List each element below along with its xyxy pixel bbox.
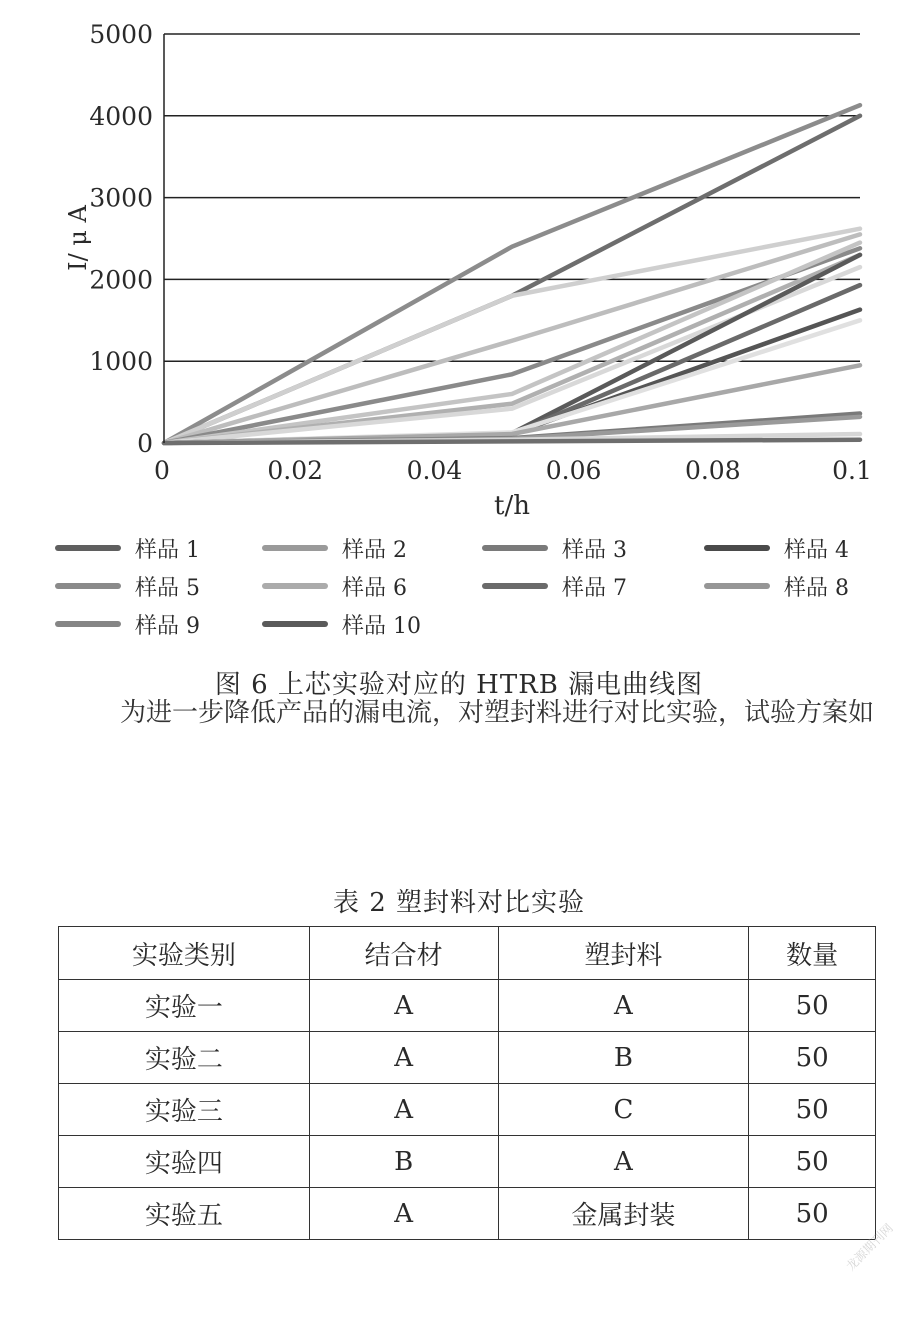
legend-label: 样品 6 xyxy=(342,575,407,601)
table-cell: A xyxy=(309,1084,498,1136)
legend-item xyxy=(704,573,894,599)
legend-item xyxy=(55,611,262,637)
table-cell: A xyxy=(309,1032,498,1084)
y-tick-label: 4000 xyxy=(89,101,153,131)
table-cell: A xyxy=(309,980,498,1032)
table-row xyxy=(59,980,876,1032)
watermark-text: 龙源期刊网 xyxy=(843,1220,896,1274)
legend-item xyxy=(482,535,704,561)
table-cell: 实验二 xyxy=(59,1032,310,1084)
x-tick-label: 0.1 xyxy=(832,456,872,485)
table-cell: 50 xyxy=(749,1084,876,1136)
table-cell: B xyxy=(498,1032,749,1084)
table-row xyxy=(59,1032,876,1084)
legend-swatch xyxy=(55,621,121,627)
legend-label: 样品 5 xyxy=(135,575,200,601)
series-line-4 xyxy=(164,234,860,443)
figure-caption: 图 6 上芯实验对应的 HTRB 漏电曲线图 xyxy=(214,670,704,700)
chart-series-lines xyxy=(164,105,860,443)
y-tick-label: 1000 xyxy=(89,347,153,377)
table-cell: 50 xyxy=(749,1032,876,1084)
legend-swatch xyxy=(482,583,548,589)
legend-label: 样品 9 xyxy=(135,613,200,639)
legend-label: 样品 4 xyxy=(784,537,849,563)
chart-tick-labels xyxy=(89,20,872,485)
legend-label: 样品 1 xyxy=(135,537,200,563)
y-tick-label: 3000 xyxy=(89,183,153,213)
table-row xyxy=(59,1084,876,1136)
x-tick-label: 0.08 xyxy=(684,456,741,485)
legend-label: 样品 7 xyxy=(562,575,627,601)
legend-swatch xyxy=(55,545,121,551)
table-cell: 50 xyxy=(749,1136,876,1188)
table-cell: 50 xyxy=(749,1188,876,1240)
legend-swatch xyxy=(262,583,328,589)
table-header-cell: 实验类别 xyxy=(59,927,310,980)
legend-swatch xyxy=(704,545,770,551)
comparison-table xyxy=(58,926,876,1240)
chart-gridlines xyxy=(164,34,860,361)
y-tick-label: 2000 xyxy=(89,265,153,295)
table-cell: C xyxy=(498,1084,749,1136)
legend-label: 样品 2 xyxy=(342,537,407,563)
table-header-cell: 结合材 xyxy=(309,927,498,980)
legend-item xyxy=(55,573,262,599)
table-cell: 实验三 xyxy=(59,1084,310,1136)
table-cell: 实验四 xyxy=(59,1136,310,1188)
chart-legend xyxy=(55,535,895,637)
legend-swatch xyxy=(262,545,328,551)
table-cell: A xyxy=(498,980,749,1032)
cropped-body-text xyxy=(120,698,880,728)
table-cell: B xyxy=(309,1136,498,1188)
y-axis-label: I/ μ A xyxy=(64,205,92,271)
y-tick-label: 0 xyxy=(137,429,153,458)
cropped-body-text-line: 为进一步降低产品的漏电流，对塑封料进行对比实验，试验方案如 xyxy=(120,698,875,728)
legend-item xyxy=(262,535,482,561)
x-tick-label: 0.02 xyxy=(267,456,324,485)
x-axis-label: t/h xyxy=(494,491,530,521)
legend-swatch xyxy=(262,621,328,627)
table-cell: 实验一 xyxy=(59,980,310,1032)
table-cell: A xyxy=(309,1188,498,1240)
table-header-cell: 塑封料 xyxy=(498,927,749,980)
table-header-row xyxy=(59,927,876,980)
legend-swatch xyxy=(704,583,770,589)
table-cell: 金属封装 xyxy=(498,1188,749,1240)
x-tick-label: 0.06 xyxy=(545,456,602,485)
legend-item xyxy=(262,573,482,599)
legend-label: 样品 3 xyxy=(562,537,627,563)
table-caption: 表 2 塑封料对比实验 xyxy=(332,888,586,918)
table-row xyxy=(59,1136,876,1188)
table-row xyxy=(59,1188,876,1240)
table-cell: A xyxy=(498,1136,749,1188)
table-cell: 实验五 xyxy=(59,1188,310,1240)
legend-label: 样品 10 xyxy=(342,613,421,639)
y-tick-label: 5000 xyxy=(89,20,153,49)
x-tick-label: 0 xyxy=(154,456,170,485)
legend-item xyxy=(482,573,704,599)
legend-swatch xyxy=(55,583,121,589)
legend-swatch xyxy=(482,545,548,551)
legend-item xyxy=(55,535,262,561)
legend-item xyxy=(704,535,894,561)
legend-item xyxy=(262,611,482,637)
table-header-cell: 数量 xyxy=(749,927,876,980)
legend-label: 样品 8 xyxy=(784,575,849,601)
table-cell: 50 xyxy=(749,980,876,1032)
x-tick-label: 0.04 xyxy=(406,456,463,485)
htrb-leakage-chart xyxy=(0,0,918,520)
